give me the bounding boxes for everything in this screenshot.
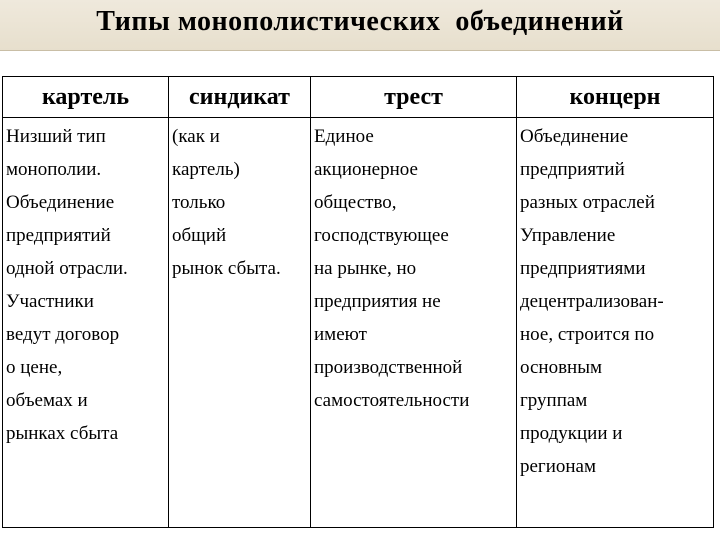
trust-description: Единое акционерное общество, господствующее на рынке, но предприятия не имеют производственной самостоятельности — [314, 126, 470, 411]
header-row — [3, 77, 714, 118]
header-concern: концерн — [517, 77, 714, 118]
cartel-description: Низший тип монополии. Объединение предприятий одной отрасли. Участники ведут договор о цене, объемах и рынках сбыта — [6, 126, 128, 444]
header-cartel: картель — [3, 77, 169, 118]
syndicate-cell — [169, 118, 311, 528]
trust-cell — [311, 118, 517, 528]
cartel-cell — [3, 118, 169, 528]
body-row — [3, 118, 714, 528]
concern-cell — [517, 118, 714, 528]
title-bar — [0, 0, 720, 51]
header-trust: трест — [311, 77, 517, 118]
slide-title: Типы монополистических объединений — [96, 6, 624, 37]
syndicate-description: (как и картель) только общий рынок сбыта. — [172, 126, 281, 279]
concern-description: Объединение предприятий разных отраслей Управление предприятиями децентрализован- ное, строится по основным группам продукции и регионам — [520, 126, 664, 477]
monopoly-types-table — [2, 76, 714, 528]
header-syndicate: синдикат — [169, 77, 311, 118]
